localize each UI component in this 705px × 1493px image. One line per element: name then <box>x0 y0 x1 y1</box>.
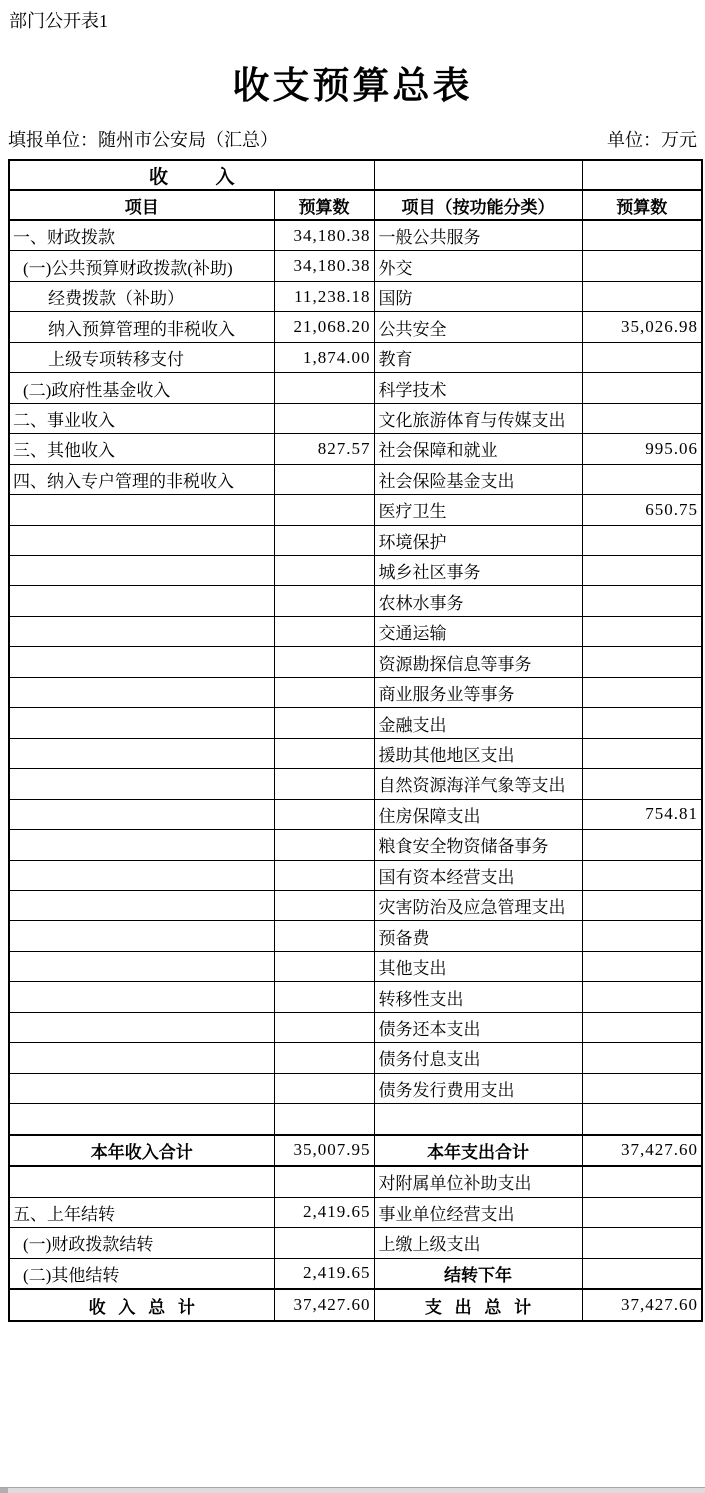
expense-item-cell: 债务付息支出 <box>374 1043 582 1073</box>
expense-budget-cell <box>582 738 702 768</box>
expense-budget-cell: 754.81 <box>582 799 702 829</box>
income-item-cell <box>9 556 274 586</box>
income-item-cell: 上级专项转移支付 <box>9 342 274 372</box>
expense-budget-cell <box>582 373 702 403</box>
expense-item-cell: 资源勘探信息等事务 <box>374 647 582 677</box>
table-row <box>9 434 702 464</box>
income-item-cell <box>9 1073 274 1103</box>
income-budget-cell <box>274 1073 374 1103</box>
income-item-cell <box>9 738 274 768</box>
income-item-cell <box>9 860 274 890</box>
income-budget-cell: 827.57 <box>274 434 374 464</box>
table-row <box>9 616 702 646</box>
expense-budget-cell <box>582 616 702 646</box>
income-item-cell <box>9 830 274 860</box>
table-row <box>9 921 702 951</box>
banner-empty-cell-2 <box>582 160 702 190</box>
table-row <box>9 1012 702 1042</box>
col-header-budget: 预算数 <box>274 190 374 220</box>
income-item-cell <box>9 1166 274 1197</box>
income-budget-cell <box>274 647 374 677</box>
expense-budget-cell <box>582 1073 702 1103</box>
income-budget-cell <box>274 769 374 799</box>
income-budget-cell <box>274 951 374 981</box>
income-budget-cell: 37,427.60 <box>274 1289 374 1321</box>
corner-label: 部门公开表1 <box>9 11 108 31</box>
expense-budget-cell <box>582 830 702 860</box>
income-item-cell <box>9 1043 274 1073</box>
table-row <box>9 769 702 799</box>
table-row <box>9 1073 702 1103</box>
expense-budget-cell: 995.06 <box>582 434 702 464</box>
expense-item-cell: 社会保险基金支出 <box>374 464 582 494</box>
table-row <box>9 220 702 251</box>
income-item-cell: 纳入预算管理的非税收入 <box>9 312 274 342</box>
income-item-cell <box>9 982 274 1012</box>
income-budget-cell: 1,874.00 <box>274 342 374 372</box>
expense-item-cell: 转移性支出 <box>374 982 582 1012</box>
income-budget-cell <box>274 616 374 646</box>
col-header-func-budget: 预算数 <box>582 190 702 220</box>
income-budget-cell <box>274 982 374 1012</box>
income-item-cell <box>9 586 274 616</box>
expense-item-cell: 债务还本支出 <box>374 1012 582 1042</box>
expense-item-cell: 事业单位经营支出 <box>374 1197 582 1227</box>
income-item-cell: 收 入 总 计 <box>9 1289 274 1321</box>
table-row <box>9 1228 702 1258</box>
table-row <box>9 708 702 738</box>
income-item-cell: 四、纳入专户管理的非税收入 <box>9 464 274 494</box>
income-budget-cell <box>274 921 374 951</box>
income-budget-cell <box>274 1012 374 1042</box>
expense-budget-cell: 37,427.60 <box>582 1289 702 1321</box>
income-item-cell: (一)公共预算财政拨款(补助) <box>9 251 274 281</box>
table-row <box>9 891 702 921</box>
table-row <box>9 738 702 768</box>
income-banner-row <box>9 160 702 190</box>
table-row <box>9 860 702 890</box>
table-row <box>9 1197 702 1227</box>
table-row <box>9 799 702 829</box>
expense-budget-cell <box>582 1228 702 1258</box>
income-budget-cell <box>274 860 374 890</box>
income-item-cell <box>9 891 274 921</box>
income-budget-cell: 11,238.18 <box>274 281 374 311</box>
expense-budget-cell <box>582 220 702 251</box>
table-row <box>9 1135 702 1167</box>
expense-item-cell: 债务发行费用支出 <box>374 1073 582 1103</box>
expense-item-cell: 支 出 总 计 <box>374 1289 582 1321</box>
expense-item-cell: 城乡社区事务 <box>374 556 582 586</box>
table-row <box>9 1289 702 1321</box>
budget-table <box>8 159 703 1322</box>
table-row <box>9 677 702 707</box>
table-row <box>9 312 702 342</box>
income-banner-cell: 收 入 <box>9 160 374 190</box>
column-header-row <box>9 190 702 220</box>
income-item-cell: (二)其他结转 <box>9 1258 274 1289</box>
expense-budget-cell <box>582 769 702 799</box>
income-budget-cell <box>274 830 374 860</box>
expense-budget-cell <box>582 403 702 433</box>
income-item-cell: 本年收入合计 <box>9 1135 274 1167</box>
expense-budget-cell <box>582 1104 702 1135</box>
income-budget-cell <box>274 799 374 829</box>
expense-budget-cell <box>582 1197 702 1227</box>
expense-budget-cell <box>582 342 702 372</box>
income-item-cell <box>9 1012 274 1042</box>
table-row <box>9 373 702 403</box>
income-budget-cell: 35,007.95 <box>274 1135 374 1167</box>
expense-item-cell: 环境保护 <box>374 525 582 555</box>
table-row <box>9 464 702 494</box>
income-item-cell <box>9 1104 274 1135</box>
income-budget-cell <box>274 586 374 616</box>
table-body <box>9 220 702 1321</box>
income-item-cell <box>9 769 274 799</box>
horizontal-scrollbar[interactable] <box>0 1487 705 1493</box>
income-item-cell <box>9 951 274 981</box>
income-budget-cell <box>274 1043 374 1073</box>
expense-budget-cell <box>582 1043 702 1073</box>
income-item-cell <box>9 495 274 525</box>
expense-budget-cell <box>582 708 702 738</box>
expense-budget-cell: 35,026.98 <box>582 312 702 342</box>
income-budget-cell <box>274 1228 374 1258</box>
expense-item-cell: 对附属单位补助支出 <box>374 1166 582 1197</box>
expense-item-cell: 自然资源海洋气象等支出 <box>374 769 582 799</box>
income-item-cell: (一)财政拨款结转 <box>9 1228 274 1258</box>
income-budget-cell <box>274 891 374 921</box>
expense-item-cell: 交通运输 <box>374 616 582 646</box>
income-item-cell <box>9 921 274 951</box>
expense-budget-cell <box>582 556 702 586</box>
table-row <box>9 525 702 555</box>
expense-item-cell: 教育 <box>374 342 582 372</box>
expense-budget-cell <box>582 921 702 951</box>
table-row <box>9 951 702 981</box>
income-budget-cell <box>274 464 374 494</box>
expense-budget-cell <box>582 860 702 890</box>
table-row <box>9 586 702 616</box>
expense-budget-cell <box>582 982 702 1012</box>
expense-item-cell: 公共安全 <box>374 312 582 342</box>
income-item-cell <box>9 708 274 738</box>
table-row <box>9 251 702 281</box>
income-item-cell <box>9 677 274 707</box>
income-budget-cell: 34,180.38 <box>274 220 374 251</box>
income-item-cell <box>9 647 274 677</box>
expense-item-cell: 预备费 <box>374 921 582 951</box>
page-title: 收支预算总表 <box>232 66 473 107</box>
expense-item-cell: 住房保障支出 <box>374 799 582 829</box>
expense-budget-cell <box>582 281 702 311</box>
expense-item-cell: 商业服务业等事务 <box>374 677 582 707</box>
table-row <box>9 1258 702 1289</box>
income-item-cell: (二)政府性基金收入 <box>9 373 274 403</box>
table-row <box>9 495 702 525</box>
income-item-cell: 五、上年结转 <box>9 1197 274 1227</box>
expense-item-cell: 援助其他地区支出 <box>374 738 582 768</box>
expense-budget-cell <box>582 1012 702 1042</box>
expense-item-cell: 金融支出 <box>374 708 582 738</box>
expense-item-cell: 科学技术 <box>374 373 582 403</box>
income-item-cell <box>9 799 274 829</box>
expense-budget-cell <box>582 1166 702 1197</box>
scrollbar-thumb[interactable] <box>0 1488 8 1493</box>
income-item-cell: 三、其他收入 <box>9 434 274 464</box>
expense-budget-cell <box>582 251 702 281</box>
expense-item-cell: 其他支出 <box>374 951 582 981</box>
expense-budget-cell <box>582 525 702 555</box>
income-item-cell: 一、财政拨款 <box>9 220 274 251</box>
expense-item-cell: 上缴上级支出 <box>374 1228 582 1258</box>
table-row <box>9 647 702 677</box>
expense-item-cell: 文化旅游体育与传媒支出 <box>374 403 582 433</box>
expense-budget-cell <box>582 951 702 981</box>
table-row <box>9 281 702 311</box>
expense-budget-cell <box>582 647 702 677</box>
meta-row <box>8 126 697 152</box>
expense-budget-cell <box>582 1258 702 1289</box>
income-budget-cell <box>274 373 374 403</box>
income-budget-cell: 2,419.65 <box>274 1258 374 1289</box>
expense-budget-cell <box>582 677 702 707</box>
expense-item-cell: 外交 <box>374 251 582 281</box>
income-item-cell <box>9 525 274 555</box>
table-row <box>9 830 702 860</box>
table-row <box>9 403 702 433</box>
table-row <box>9 342 702 372</box>
col-header-func-item: 项目（按功能分类） <box>374 190 582 220</box>
income-budget-cell <box>274 556 374 586</box>
income-budget-cell <box>274 403 374 433</box>
expense-item-cell: 粮食安全物资储备事务 <box>374 830 582 860</box>
income-item-cell: 二、事业收入 <box>9 403 274 433</box>
col-header-item: 项目 <box>9 190 274 220</box>
table-row <box>9 982 702 1012</box>
expense-item-cell: 农林水事务 <box>374 586 582 616</box>
expense-budget-cell <box>582 891 702 921</box>
expense-budget-cell: 650.75 <box>582 495 702 525</box>
table-row <box>9 556 702 586</box>
expense-item-cell: 一般公共服务 <box>374 220 582 251</box>
expense-item-cell: 国有资本经营支出 <box>374 860 582 890</box>
banner-empty-cell-1 <box>374 160 582 190</box>
income-item-cell: 经费拨款（补助） <box>9 281 274 311</box>
income-budget-cell: 34,180.38 <box>274 251 374 281</box>
expense-budget-cell <box>582 464 702 494</box>
expense-item-cell: 灾害防治及应急管理支出 <box>374 891 582 921</box>
expense-item-cell <box>374 1104 582 1135</box>
income-budget-cell <box>274 525 374 555</box>
unit-label: 单位：万元 <box>607 130 697 150</box>
income-budget-cell: 2,419.65 <box>274 1197 374 1227</box>
table-row <box>9 1166 702 1197</box>
income-item-cell <box>9 616 274 646</box>
expense-item-cell: 国防 <box>374 281 582 311</box>
reporting-unit-label: 填报单位：随州市公安局（汇总） <box>8 130 278 150</box>
income-budget-cell <box>274 1104 374 1135</box>
income-budget-cell <box>274 738 374 768</box>
expense-item-cell: 结转下年 <box>374 1258 582 1289</box>
expense-item-cell: 医疗卫生 <box>374 495 582 525</box>
expense-item-cell: 社会保障和就业 <box>374 434 582 464</box>
table-row <box>9 1104 702 1135</box>
table-row <box>9 1043 702 1073</box>
income-budget-cell <box>274 495 374 525</box>
expense-item-cell: 本年支出合计 <box>374 1135 582 1167</box>
income-budget-cell: 21,068.20 <box>274 312 374 342</box>
income-budget-cell <box>274 677 374 707</box>
expense-budget-cell: 37,427.60 <box>582 1135 702 1167</box>
expense-budget-cell <box>582 586 702 616</box>
income-budget-cell <box>274 708 374 738</box>
income-budget-cell <box>274 1166 374 1197</box>
